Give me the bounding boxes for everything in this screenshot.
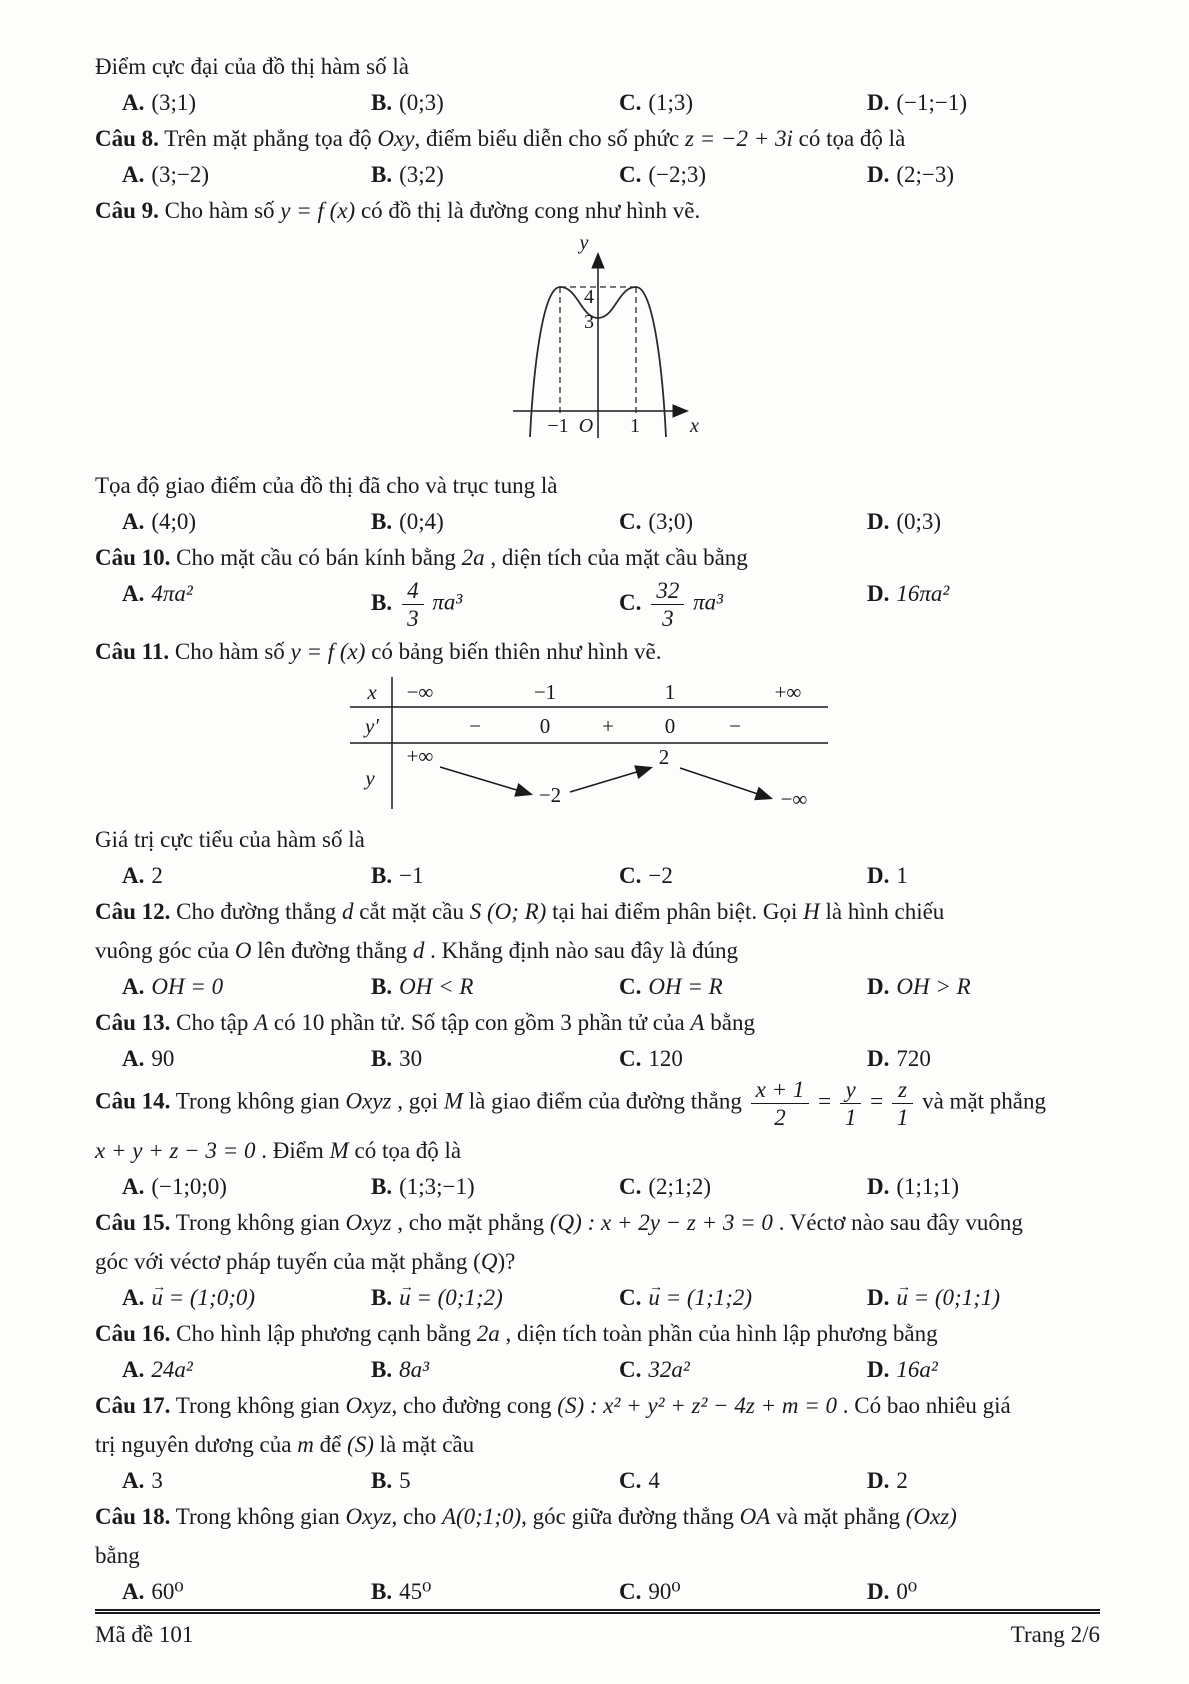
option-label: D. <box>867 973 890 999</box>
option-text: (−2;3) <box>648 162 707 187</box>
option-text: 30 <box>399 1045 423 1071</box>
option <box>122 1171 371 1202</box>
option <box>122 506 371 537</box>
question-16-options <box>95 1354 1100 1385</box>
option-label: B. <box>371 1356 393 1382</box>
y-axis-label: y <box>579 232 588 254</box>
x-value-0: −∞ <box>406 679 434 704</box>
option-label: D. <box>867 1578 890 1604</box>
vector-symbol: u → <box>896 1282 908 1313</box>
x-value-1: −1 <box>533 679 557 704</box>
option-label: D. <box>867 1173 890 1199</box>
question-8 <box>95 121 1100 190</box>
option-text: OH = R <box>648 973 723 999</box>
option <box>371 1576 619 1607</box>
x-axis-label: x <box>689 415 699 437</box>
option-label: D. <box>867 162 890 187</box>
exam-code: Mã đề 101 <box>95 1622 194 1647</box>
question-7-options <box>95 87 1100 118</box>
option-label: A. <box>122 1284 145 1310</box>
y-min-value: −2 <box>538 782 562 807</box>
option-label: B. <box>371 1578 393 1604</box>
option <box>619 1576 867 1607</box>
option <box>371 1465 619 1496</box>
question-14-stem-line-2: x + y + z − 3 = 0 . Điểm M có tọa độ là <box>95 1137 462 1163</box>
question-13-stem: Câu 13. Cho tập A có 10 phần tử. Số tập con gồm 3 phần tử của A bằng <box>95 1009 755 1035</box>
option-label: C. <box>619 90 642 115</box>
question-14 <box>95 1077 1100 1202</box>
option-label: C. <box>619 509 642 534</box>
option-label: A. <box>122 862 145 888</box>
option <box>867 578 1100 609</box>
tick-y-4: 4 <box>583 286 594 308</box>
option-text: 4πa² <box>151 581 193 606</box>
option-text: πa³ <box>426 589 463 615</box>
option-label: A. <box>122 581 145 606</box>
option-text: 1 <box>896 862 908 888</box>
option <box>371 971 619 1002</box>
option-text: 0⁰ <box>896 1578 918 1604</box>
option-text: = (0;1;1) <box>907 1284 1001 1310</box>
option <box>122 159 371 190</box>
question-15-stem-line-1: Câu 15. Trong không gian Oxyz , cho mặt phẳng (Q) : x + 2y − z + 3 = 0 . Véctơ nào sau đây vuông <box>95 1209 1023 1235</box>
question-15 <box>95 1205 1100 1313</box>
option-text: 720 <box>896 1045 931 1071</box>
option-text: OH < R <box>399 973 474 999</box>
variation-table-figure <box>340 673 1100 819</box>
option-label: B. <box>371 589 393 615</box>
option-text: (1;3) <box>648 90 694 115</box>
option-text: = (1;1;2) <box>659 1284 753 1310</box>
option-label: D. <box>867 1045 890 1071</box>
arrow-decreasing-2 <box>680 768 770 798</box>
yprime-sign-0: − <box>469 713 481 738</box>
question-12-options <box>95 971 1100 1002</box>
option <box>619 1171 867 1202</box>
row-yprime-label: y′ <box>365 713 379 738</box>
option <box>619 1354 867 1385</box>
option-text: 60⁰ <box>151 1578 184 1604</box>
fraction: $\frac{z}{1}$ <box>892 1077 914 1130</box>
option-label: B. <box>371 90 393 115</box>
question-17-stem-line-1: Câu 17. Trong không gian Oxyz, cho đường cong (S) : x² + y² + z² − 4z + m = 0 . Có bao nhiêu giá <box>95 1392 1011 1418</box>
fraction: $\frac{y}{1}$ <box>840 1077 862 1130</box>
option <box>619 860 867 891</box>
option-label: C. <box>619 1356 642 1382</box>
question-11-subquestion: Giá trị cực tiểu của hàm số là <box>95 826 365 852</box>
option-label: D. <box>867 90 890 115</box>
option-label: B. <box>371 1173 393 1199</box>
option-label: C. <box>619 162 642 187</box>
option-label: B. <box>371 973 393 999</box>
origin-label: O <box>578 415 593 437</box>
question-11-options <box>95 860 1100 891</box>
option <box>619 87 867 118</box>
row-y-label: y <box>365 765 375 790</box>
option-label: D. <box>867 1356 890 1382</box>
option-label: C. <box>619 1467 642 1493</box>
option-label: A. <box>122 1045 145 1071</box>
option-label: A. <box>122 1356 145 1382</box>
question-14-options <box>95 1171 1100 1202</box>
question-12-stem-line-1: Câu 12. Cho đường thẳng d cắt mặt cầu S (O; R) tại hai điểm phân biệt. Gọi H là hình chiếu <box>95 898 945 924</box>
function-graph <box>458 231 738 459</box>
option-text: (−1;0;0) <box>151 1173 227 1199</box>
question-8-stem: Câu 8. Trên mặt phẳng tọa độ Oxy, điểm biểu diễn cho số phức z = −2 + 3i có tọa độ là <box>95 126 906 151</box>
option-text: (0;3) <box>399 90 444 115</box>
x-value-2: 1 <box>664 679 676 704</box>
option-label: C. <box>619 862 642 888</box>
option-label: D. <box>867 581 890 606</box>
option-text: (1;1;1) <box>896 1173 959 1199</box>
option <box>619 578 867 631</box>
option-label: B. <box>371 1284 393 1310</box>
option <box>371 1043 619 1074</box>
option-label: D. <box>867 1467 890 1493</box>
fraction: $\frac{4}{3}$ <box>402 578 424 631</box>
option-text: OH = 0 <box>151 973 224 999</box>
option-label: D. <box>867 1284 890 1310</box>
option-label: C. <box>619 1284 642 1310</box>
option-text: 90 <box>151 1045 175 1071</box>
option-text: (−1;−1) <box>896 90 968 115</box>
question-16-stem: Câu 16. Cho hình lập phương cạnh bằng 2a , diện tích toàn phần của hình lập phương bằng <box>95 1320 938 1346</box>
option-label: A. <box>122 973 145 999</box>
row-x-label: x <box>367 679 377 704</box>
question-8-options <box>95 159 1100 190</box>
option <box>122 1043 371 1074</box>
vector-symbol: u → <box>151 1282 163 1313</box>
arrow-increasing <box>570 768 650 792</box>
option-label: C. <box>619 1578 642 1604</box>
option-label: A. <box>122 162 145 187</box>
option-label: C. <box>619 1173 642 1199</box>
option-text: −2 <box>648 862 673 888</box>
question-14-stem-line-1: Câu 14. Trong không gian Oxyz , gọi M là giao điểm của đường thẳng $\frac{x + 1}{2}$ = $\frac{y}{1}$ = $\frac{z}{1}$ và mặt phẳng <box>95 1076 1046 1131</box>
option-text: = (0;1;2) <box>410 1284 503 1310</box>
fraction: $\frac{32}{3}$ <box>651 578 684 631</box>
question-17-options <box>95 1465 1100 1496</box>
question-11 <box>95 634 1100 891</box>
option <box>122 971 371 1002</box>
option-text: 2 <box>151 862 163 888</box>
option <box>122 1465 371 1496</box>
vector-symbol: u → <box>648 1282 660 1313</box>
option <box>371 87 619 118</box>
x-value-3: +∞ <box>774 679 802 704</box>
option <box>867 1282 1100 1313</box>
yprime-sign-1: 0 <box>539 713 551 738</box>
option-text: (3;−2) <box>151 162 210 187</box>
option <box>619 1465 867 1496</box>
option-text: (0;4) <box>399 509 444 534</box>
question-13 <box>95 1005 1100 1074</box>
option <box>867 1465 1100 1496</box>
option <box>371 578 619 631</box>
y-limit-right: −∞ <box>780 786 808 811</box>
option <box>122 1576 371 1607</box>
option <box>619 1282 867 1313</box>
option-text: (3;2) <box>399 162 444 187</box>
question-7-stem: Điểm cực đại của đồ thị hàm số là <box>95 54 409 79</box>
option-label: A. <box>122 1173 145 1199</box>
option-label: A. <box>122 1467 145 1493</box>
question-9-options <box>95 506 1100 537</box>
option-text: (2;1;2) <box>648 1173 711 1199</box>
option <box>619 506 867 537</box>
option <box>122 87 371 118</box>
option <box>867 1171 1100 1202</box>
option-label: B. <box>371 509 393 534</box>
option-text: (0;3) <box>896 509 942 534</box>
option-label: B. <box>371 1467 393 1493</box>
question-9-subquestion: Tọa độ giao điểm của đồ thị đã cho và trục tung là <box>95 473 558 498</box>
option <box>867 1043 1100 1074</box>
question-16 <box>95 1316 1100 1385</box>
option <box>867 159 1100 190</box>
question-9 <box>95 193 1100 537</box>
option-label: A. <box>122 509 145 534</box>
tick-x-1: 1 <box>629 415 640 437</box>
function-graph-figure <box>95 231 1100 465</box>
option-text: (3;1) <box>151 90 197 115</box>
y-max-value: 2 <box>658 744 670 769</box>
option-label: D. <box>867 509 890 534</box>
question-10-options <box>95 578 1100 631</box>
option-label: B. <box>371 862 393 888</box>
option-text: 2 <box>896 1467 908 1493</box>
page-footer <box>95 1609 1100 1648</box>
option <box>867 506 1100 537</box>
option <box>867 860 1100 891</box>
option <box>371 1282 619 1313</box>
option <box>371 860 619 891</box>
option-text: 16a² <box>896 1356 938 1382</box>
option-text: 45⁰ <box>399 1578 432 1604</box>
option-text: (3;0) <box>648 509 694 534</box>
question-18-stem-line-2: bằng <box>95 1542 140 1568</box>
question-12 <box>95 894 1100 1002</box>
option-label: A. <box>122 1578 145 1604</box>
option-text: 90⁰ <box>648 1578 681 1604</box>
option <box>371 1171 619 1202</box>
variation-table <box>340 673 830 813</box>
question-18-stem-line-1: Câu 18. Trong không gian Oxyz, cho A(0;1;0), góc giữa đường thẳng OA và mặt phẳng (Oxz) <box>95 1503 957 1529</box>
option <box>122 1282 371 1313</box>
option-text: 24a² <box>151 1356 193 1382</box>
option <box>867 971 1100 1002</box>
question-17-stem-line-2: trị nguyên dương của m để (S) là mặt cầu <box>95 1431 475 1457</box>
question-15-options <box>95 1282 1100 1313</box>
option <box>122 860 371 891</box>
option <box>619 971 867 1002</box>
yprime-sign-4: − <box>729 713 741 738</box>
option <box>619 159 867 190</box>
option-label: B. <box>371 162 393 187</box>
option <box>122 578 371 609</box>
option <box>619 1043 867 1074</box>
question-15-stem-line-2: góc với véctơ pháp tuyến của mặt phẳng (Q)? <box>95 1248 516 1274</box>
option <box>371 159 619 190</box>
option-label: C. <box>619 973 642 999</box>
tick-x-minus1: −1 <box>546 415 569 437</box>
option-text: 3 <box>151 1467 163 1493</box>
option-text: 120 <box>648 1045 683 1071</box>
option-label: D. <box>867 862 890 888</box>
option-text: −1 <box>399 862 424 888</box>
option <box>371 1354 619 1385</box>
question-12-stem-line-2: vuông góc của O lên đường thẳng d . Khẳng định nào sau đây là đúng <box>95 937 738 963</box>
arrow-decreasing-1 <box>440 767 530 794</box>
option-label: B. <box>371 1045 393 1071</box>
option-text: (2;−3) <box>896 162 955 187</box>
option-text: 5 <box>399 1467 411 1493</box>
option <box>867 87 1100 118</box>
question-13-options <box>95 1043 1100 1074</box>
option <box>122 1354 371 1385</box>
vector-symbol: u → <box>399 1282 411 1313</box>
fraction: $\frac{x + 1}{2}$ <box>751 1077 810 1130</box>
option-text: OH > R <box>896 973 971 999</box>
question-10-stem: Câu 10. Cho mặt cầu có bán kính bằng 2a , diện tích của mặt cầu bằng <box>95 545 748 570</box>
question-9-stem: Câu 9. Cho hàm số y = f (x) có đồ thị là đường cong như hình vẽ. <box>95 198 701 223</box>
yprime-sign-3: 0 <box>664 713 676 738</box>
option-label: A. <box>122 90 145 115</box>
option-text: (1;3;−1) <box>399 1173 475 1199</box>
option <box>867 1576 1100 1607</box>
option-label: C. <box>619 589 642 615</box>
question-10 <box>95 540 1100 631</box>
page-number: Trang 2/6 <box>1010 1622 1100 1647</box>
tick-y-3: 3 <box>583 311 594 333</box>
yprime-sign-2: + <box>602 713 614 738</box>
question-7-continuation <box>95 49 1100 118</box>
option-text: πa³ <box>687 589 724 615</box>
option <box>371 506 619 537</box>
option-label: C. <box>619 1045 642 1071</box>
option-text: 4 <box>648 1467 660 1493</box>
option-text: 8a³ <box>399 1356 429 1382</box>
option-text: = (1;0;0) <box>162 1284 256 1310</box>
question-11-stem: Câu 11. Cho hàm số y = f (x) có bảng biến thiên như hình vẽ. <box>95 638 662 664</box>
option-text: 16πa² <box>896 581 950 606</box>
question-17 <box>95 1388 1100 1496</box>
y-limit-left: +∞ <box>406 743 434 768</box>
option-text: 32a² <box>648 1356 690 1382</box>
question-18-options <box>95 1576 1100 1607</box>
option-text: (4;0) <box>151 509 197 534</box>
option <box>867 1354 1100 1385</box>
question-18 <box>95 1499 1100 1607</box>
